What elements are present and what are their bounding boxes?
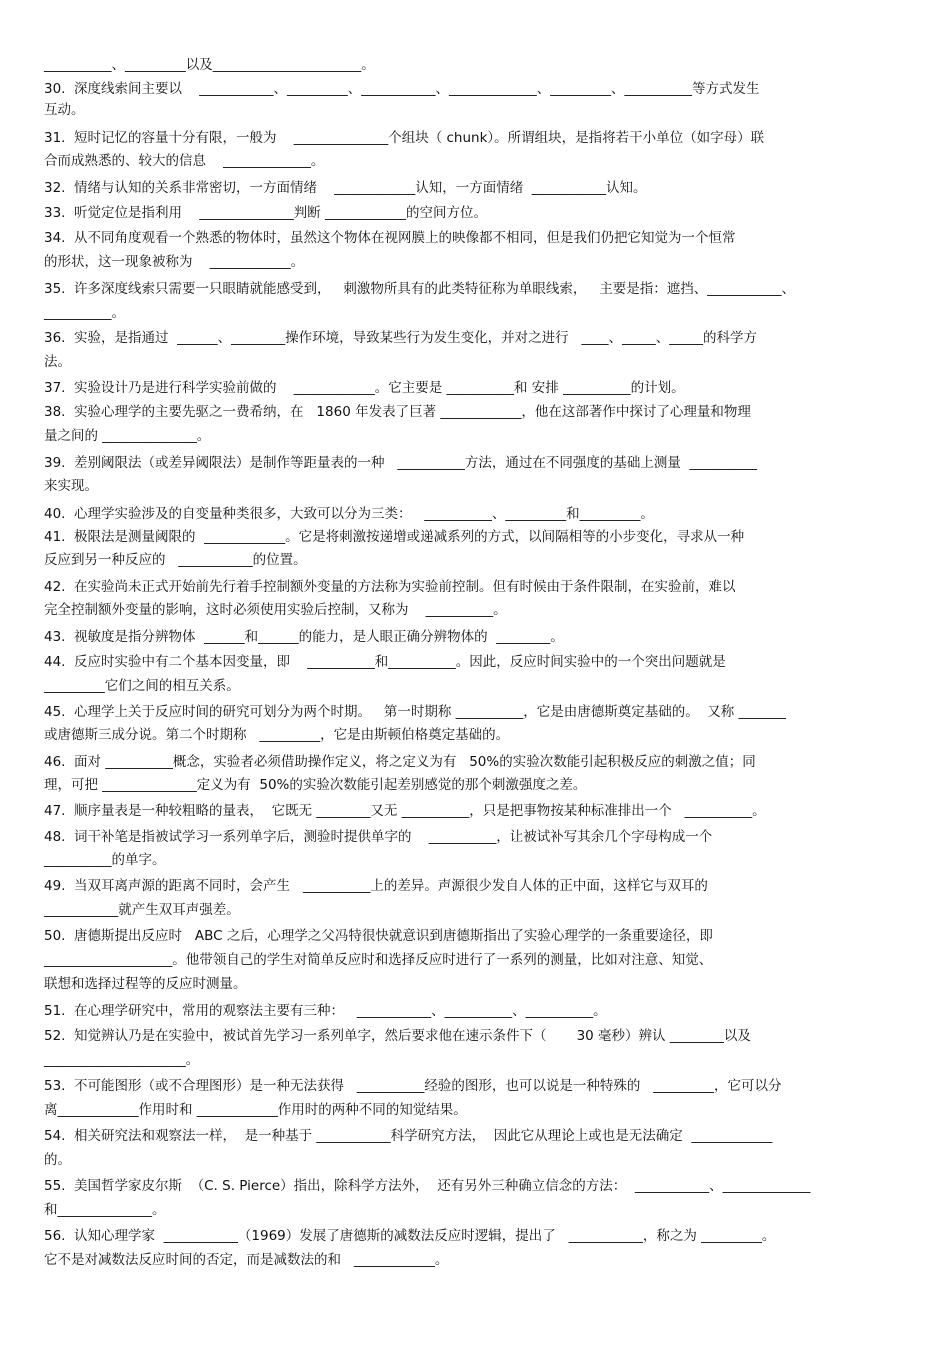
question-36: 36. 实验，是指通过 ______、________操作环境，导致某些行为发生变化，并对之进行 ____、_____、_____的科学方	[44, 330, 758, 346]
question-56: 56. 认知心理学家 ___________（1969）发展了唐德斯的减数法反应时逻辑，提出了 ___________，称之为 _________。	[44, 1228, 776, 1244]
text-line: 的。	[44, 1152, 71, 1168]
question-42: 42. 在实验尚未正式开始前先行着手控制额外变量的方法称为实验前控制。但有时候由于条件限制，在实验前，难以	[44, 579, 736, 595]
text-line: 量之间的 ______________。	[44, 428, 211, 444]
question-33: 33. 听觉定位是指利用 ______________判断 ____________的空间方位。	[44, 205, 488, 221]
text-line: 合而成熟悉的、较大的信息 _____________。	[44, 153, 325, 169]
question-45: 45. 心理学上关于反应时间的研究可划分为两个时期。 第一时期称 __________，它是由唐德斯奠定基础的。 又称 _______	[44, 704, 786, 720]
question-43: 43. 视敏度是指分辨物体 ______和______的能力，是人眼正确分辨物体的 ________。	[44, 629, 564, 645]
text-line: 它不是对减数法反应时间的否定，而是减数法的和 ____________。	[44, 1252, 449, 1268]
text-line: 联想和选择过程等的反应时测量。	[44, 976, 247, 992]
question-55: 55. 美国哲学家皮尔斯 （C. S. Pierce）指出，除科学方法外， 还有另外三种确立信念的方法： ___________、_____________	[44, 1178, 811, 1194]
question-41: 41. 极限法是测量阈限的 ____________。它是将刺激按递增或递减系列的方式，以间隔相等的小步变化，寻求从一种	[44, 529, 745, 545]
question-49: 49. 当双耳离声源的距离不同时，会产生 __________上的差异。声源很少发自人体的正中面，这样它与双耳的	[44, 878, 708, 894]
text-line: 反应到另一种反应的 ___________的位置。	[44, 552, 307, 568]
question-30: 30. 深度线索间主要以 ___________、_________、___________、_____________、_________、__________等方式发生	[44, 81, 760, 97]
text-line: _____________________。	[44, 1052, 200, 1068]
text-line: __________的单字。	[44, 852, 166, 868]
question-40: 40. 心理学实验涉及的自变量种类很多，大致可以分为三类： __________、_________和_________。	[44, 506, 654, 522]
question-37: 37. 实验设计乃是进行科学实验前做的 ____________。它主要是 __________和 安排 __________的计划。	[44, 380, 685, 396]
text-line: 来实现。	[44, 478, 98, 494]
question-48: 48. 词干补笔是指被试学习一系列单字后，测验时提供单字的 __________，让被试补写其余几个字母构成一个	[44, 829, 713, 845]
question-38: 38. 实验心理学的主要先驱之一费希纳，在 1860 年发表了巨著 ____________，他在这部著作中探讨了心理量和物理	[44, 404, 751, 420]
question-51: 51. 在心理学研究中，常用的观察法主要有三种： ___________、__________、__________。	[44, 1003, 607, 1019]
question-34: 34. 从不同角度观看一个熟悉的物体时，虽然这个物体在视网膜上的映像都不相同，但是我们仍把它知觉为一个恒常	[44, 230, 736, 246]
text-line: __________、_________以及______________________。	[44, 57, 375, 73]
question-46: 46. 面对 __________概念，实验者必须借助操作定义，将之定义为有 50%的实验次数能引起积极反应的刺激之值；同	[44, 754, 756, 770]
text-line: __________。	[44, 305, 125, 321]
text-line: ___________就产生双耳声强差。	[44, 902, 240, 918]
text-line: 和______________。	[44, 1202, 166, 1218]
question-31: 31. 短时记忆的容量十分有限，一般为 ______________个组块（ chunk）。所谓组块，是指将若干小单位（如字母）联	[44, 130, 765, 146]
question-53: 53. 不可能图形（或不合理图形）是一种无法获得 __________经验的图形，也可以说是一种特殊的 _________，它可以分	[44, 1078, 782, 1094]
text-line: 或唐德斯三成分说。第二个时期称 _________，它是由斯顿伯格奠定基础的。	[44, 727, 510, 743]
text-line: 法。	[44, 354, 71, 370]
text-line: 理，可把 ______________定义为有 50%的实验次数能引起差别感觉的那个刺激强度之差。	[44, 777, 587, 793]
question-50: 50. 唐德斯提出反应时 ABC 之后，心理学之父冯特很快就意识到唐德斯指出了实验心理学的一条重要途径，即	[44, 928, 713, 944]
text-line: 离____________作用时和 ____________作用时的两种不同的知觉结果。	[44, 1102, 467, 1118]
text-line: 互动。	[44, 102, 85, 118]
question-47: 47. 顺序量表是一种较粗略的量表， 它既无 ________又无 __________，只是把事物按某种标准排出一个 __________。	[44, 803, 766, 819]
text-line: ___________________。他带领自己的学生对简单反应时和选择反应时进行了一系列的测量，比如对注意、知觉、	[44, 952, 713, 968]
question-39: 39. 差别阈限法（或差异阈限法）是制作等距量表的一种 __________方法，通过在不同强度的基础上测量 __________	[44, 455, 758, 471]
question-32: 32. 情绪与认知的关系非常密切，一方面情绪 ____________认知，一方面情绪 ___________认知。	[44, 180, 647, 196]
question-54: 54. 相关研究法和观察法一样， 是一种基于 ___________科学研究方法， 因此它从理论上或也是无法确定 ____________	[44, 1128, 773, 1144]
question-52: 52. 知觉辨认乃是在实验中，被试首先学习一系列单字，然后要求他在速示条件下（ 30 毫秒）辨认 ________以及	[44, 1028, 751, 1044]
text-line: 的形状，这一现象被称为 ____________。	[44, 254, 305, 270]
text-line: 完全控制额外变量的影响，这时必须使用实验后控制，又称为 __________。	[44, 602, 507, 618]
question-35: 35. 许多深度线索只需要一只眼睛就能感受到， 刺激物所具有的此类特征称为单眼线索， 主要是指：遮挡、___________、	[44, 281, 796, 297]
text-line: _________它们之间的相互关系。	[44, 678, 240, 694]
question-44: 44. 反应时实验中有二个基本因变量，即 __________和__________。因此，反应时间实验中的一个突出问题就是	[44, 654, 726, 670]
